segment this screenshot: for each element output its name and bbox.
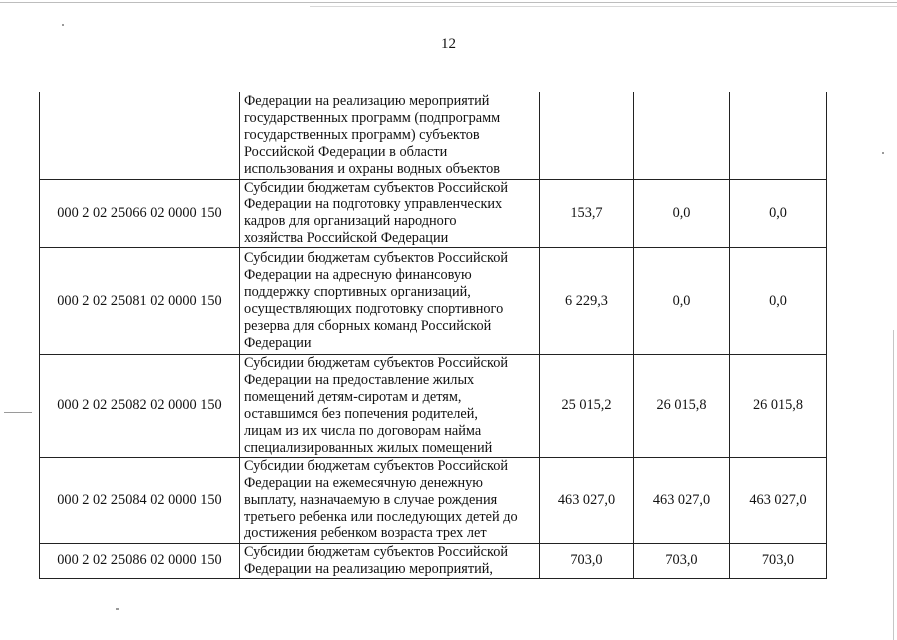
amount-cell: 463 027,0 (730, 457, 827, 543)
amount-cell (730, 92, 827, 179)
scan-speck (116, 608, 119, 610)
table-row (40, 248, 827, 355)
budget-table (39, 92, 827, 579)
amount-cell: 6 229,3 (540, 248, 634, 355)
amount-cell: 703,0 (540, 543, 634, 578)
table-row (40, 355, 827, 457)
amount-cell: 463 027,0 (634, 457, 730, 543)
description-line: третьего ребенка или последующих детей до (244, 508, 518, 525)
scan-top-edge (0, 2, 897, 3)
description-line: Федерации на реализацию мероприятий, (244, 560, 493, 577)
description-line: Субсидии бюджетам субъектов Российской (244, 250, 509, 267)
budget-code-cell: 000 2 02 25081 02 0000 150 (40, 248, 240, 355)
description-line: Субсидии бюджетам субъектов Российской (244, 179, 509, 196)
amount-cell: 153,7 (540, 179, 634, 248)
description-line: помещений детям-сиротам и детям, (244, 388, 462, 405)
description-line: достижения ребенком возраста трех лет (244, 525, 487, 542)
description-cell (240, 543, 540, 578)
amount-cell: 0,0 (634, 179, 730, 248)
description-line: Субсидии бюджетам субъектов Российской (244, 355, 509, 372)
scan-speck (62, 24, 64, 26)
description-line: Федерации на подготовку управленческих (244, 196, 503, 213)
amount-cell: 25 015,2 (540, 355, 634, 457)
table-row (40, 179, 827, 248)
budget-code-cell: 000 2 02 25084 02 0000 150 (40, 457, 240, 543)
amount-cell (634, 92, 730, 179)
description-line: Федерации на реализацию мероприятий (244, 92, 490, 109)
budget-code-cell (40, 92, 240, 179)
description-line: государственных программ (подпрограмм (244, 109, 501, 126)
description-line: Федерации на ежемесячную денежную (244, 474, 483, 491)
description-line: кадров для организаций народного (244, 213, 457, 230)
description-cell (240, 457, 540, 543)
description-line: оставшимся без попечения родителей, (244, 405, 478, 422)
description-line: использования и охраны водных объектов (244, 160, 500, 177)
description-line: Федерации на адресную финансовую (244, 267, 472, 284)
description-cell (240, 179, 540, 248)
scan-edge-line (893, 330, 894, 640)
amount-cell: 703,0 (634, 543, 730, 578)
table-row (40, 92, 827, 179)
description-line: хозяйства Российской Федерации (244, 230, 449, 247)
description-line: Российской Федерации в области (244, 143, 448, 160)
page-number: 12 (441, 36, 456, 52)
description-line: осуществляющих подготовку спортивного (244, 301, 504, 318)
table-row (40, 543, 827, 578)
amount-cell: 0,0 (634, 248, 730, 355)
amount-cell: 26 015,8 (730, 355, 827, 457)
budget-code-cell: 000 2 02 25066 02 0000 150 (40, 179, 240, 248)
description-line: специализированных жилых помещений (244, 439, 493, 456)
description-line: государственных программ) субъектов (244, 126, 480, 143)
description-cell (240, 248, 540, 355)
description-line: выплату, назначаемую в случае рождения (244, 491, 498, 508)
table-body (40, 92, 827, 578)
description-line: резерва для сборных команд Российской (244, 318, 492, 335)
description-cell (240, 355, 540, 457)
description-cell (240, 92, 540, 179)
scan-speck (882, 152, 884, 154)
description-line: лицам из их числа по договорам найма (244, 422, 482, 439)
amount-cell: 463 027,0 (540, 457, 634, 543)
table-row (40, 457, 827, 543)
description-line: Субсидии бюджетам субъектов Российской (244, 457, 509, 474)
budget-code-cell: 000 2 02 25086 02 0000 150 (40, 543, 240, 578)
description-line: Субсидии бюджетам субъектов Российской (244, 543, 509, 560)
scan-dash-mark (4, 412, 32, 413)
description-line: Федерации (244, 334, 312, 351)
amount-cell: 0,0 (730, 179, 827, 248)
amount-cell (540, 92, 634, 179)
budget-code-cell: 000 2 02 25082 02 0000 150 (40, 355, 240, 457)
scan-top-edge-secondary (310, 6, 897, 7)
description-line: поддержку спортивных организаций, (244, 284, 471, 301)
amount-cell: 0,0 (730, 248, 827, 355)
description-line: Федерации на предоставление жилых (244, 372, 475, 389)
amount-cell: 26 015,8 (634, 355, 730, 457)
amount-cell: 703,0 (730, 543, 827, 578)
